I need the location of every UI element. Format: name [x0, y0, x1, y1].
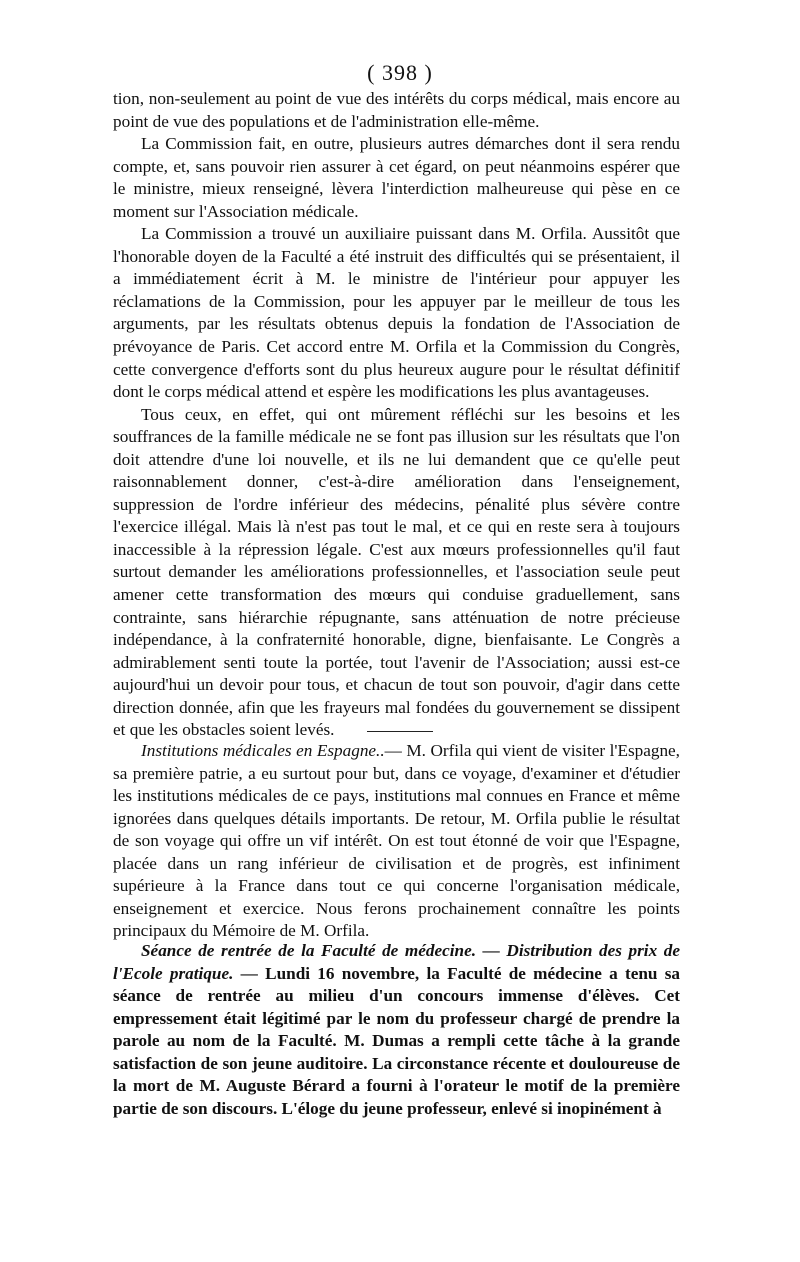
section-body-espagne: — M. Orfila qui vient de visiter l'Espagne, sa première patrie, a eu surtout pour but, dans ce voyage, d'examiner et d'étudier les institutions médicales de ce pays, institutions mal connues en France et même ignorées dans quelques détails importants. De retour, M. Orfila publie le résultat de son voyage qui offre un vif intérêt. On est tout étonné de voir que l'Espagne, placée dans un rang inférieur de civilisation et de progrès, est infiniment supérieure à la France dans tout ce qui concerne l'organisation médicale, enseignement et exercice. Nous ferons prochainement connaître les points principaux du Mémoire de M. Orfila. — [113, 741, 680, 941]
article-institutions-espagne — [113, 740, 680, 943]
paragraph-commission-demarches: La Commission fait, en outre, plusieurs autres démarches dont il sera rendu compte, et, sans pouvoir rien assurer à cet égard, on peut néanmoins espérer que le ministre, mieux renseigné, lèvera l'interdiction malheureuse qui pèse en ce moment sur l'Association médicale. — [113, 134, 680, 221]
paragraph-orfila-auxiliaire: La Commission a trouvé un auxiliaire puissant dans M. Orfila. Aussitôt que l'honorable doyen de la Faculté a été instruit des difficultés qui se présentaient, il a immédiatement écrit à M. le ministre de l'intérieur pour appuyer les réclamations de la Commission, pour les appuyer par le meilleur de tous les arguments, par les résultats obtenus depuis la fondation de l'Association de prévoyance de Paris. Cet accord entre M. Orfila et la Commission du Congrès, cette convergence d'efforts sont du plus heureux augure pour le résultat définitif dont le corps médical attend et espère les modifications les plus avantageuses. — [113, 224, 680, 402]
paragraph-espagne — [113, 740, 680, 943]
paragraph-seance-rentree — [113, 940, 680, 1120]
section-heading-seance: Séance de rentrée de la Faculté de médecine. — Distribution des prix de l'Ecole pratique. — [113, 941, 680, 983]
article-association — [113, 88, 680, 742]
section-body-seance: — Lundi 16 novembre, la Faculté de médecine a tenu sa séance de rentrée au milieu d'un concours immense d'élèves. Cet empressement était légitimé par le nom du professeur chargé de prendre la parole au nom de la Faculté. M. Dumas a rempli cette tâche à la grande satisfaction de son jeune auditoire. La circonstance récente et douloureuse de la mort de M. Auguste Bérard a fourni à l'orateur le motif de la première partie de son discours. L'éloge du jeune professeur, enlevé si inopinément à — [113, 963, 681, 1118]
paragraph-continuation: tion, non-seulement au point de vue des intérêts du corps médical, mais encore au point de vue des populations et de l'administration elle-même. — [113, 89, 680, 131]
section-divider — [367, 731, 433, 732]
paragraph-besoins-famille-medicale: Tous ceux, en effet, qui ont mûrement réfléchi sur les besoins et les souffrances de la famille médicale ne se font pas illusion sur les résultats que l'on doit attendre d'une loi nouvelle, et ils ne lui demandent que ce qu'elle peut raisonnablement donner, c'est-à-dire amélioration dans l'enseignement, suppression de l'ordre inférieur des médecins, pénalité plus sévère contre l'exercice illégal. Mais là n'est pas tout le mal, et ce qui en reste sera à toujours inaccessible à la répression légale. C'est aux mœurs professionnelles qu'il faut surtout demander les améliorations professionnelles, et l'association seule peut amener cette transformation des mœurs qui conduise graduellement, sans contrainte, sans hiérarchie répugnante, sans atténuation de notre précieuse indépendance, à la confraternité honorable, digne, bienfaisante. Le Congrès a admirablement senti toute la portée, tout l'avenir de l'Association; aussi est-ce aujourd'hui un devoir pour tous, et chacun de tout son pouvoir, d'agir dans cette direction donnée, afin que les frayeurs mal fondées du gouvernement se dissipent et que les obstacles soient levés. — [113, 404, 680, 740]
section-heading-espagne: Institutions médicales en Espagne.. — [141, 741, 385, 760]
article-seance-rentree — [113, 940, 680, 1120]
page-number: ( 398 ) — [367, 60, 433, 85]
